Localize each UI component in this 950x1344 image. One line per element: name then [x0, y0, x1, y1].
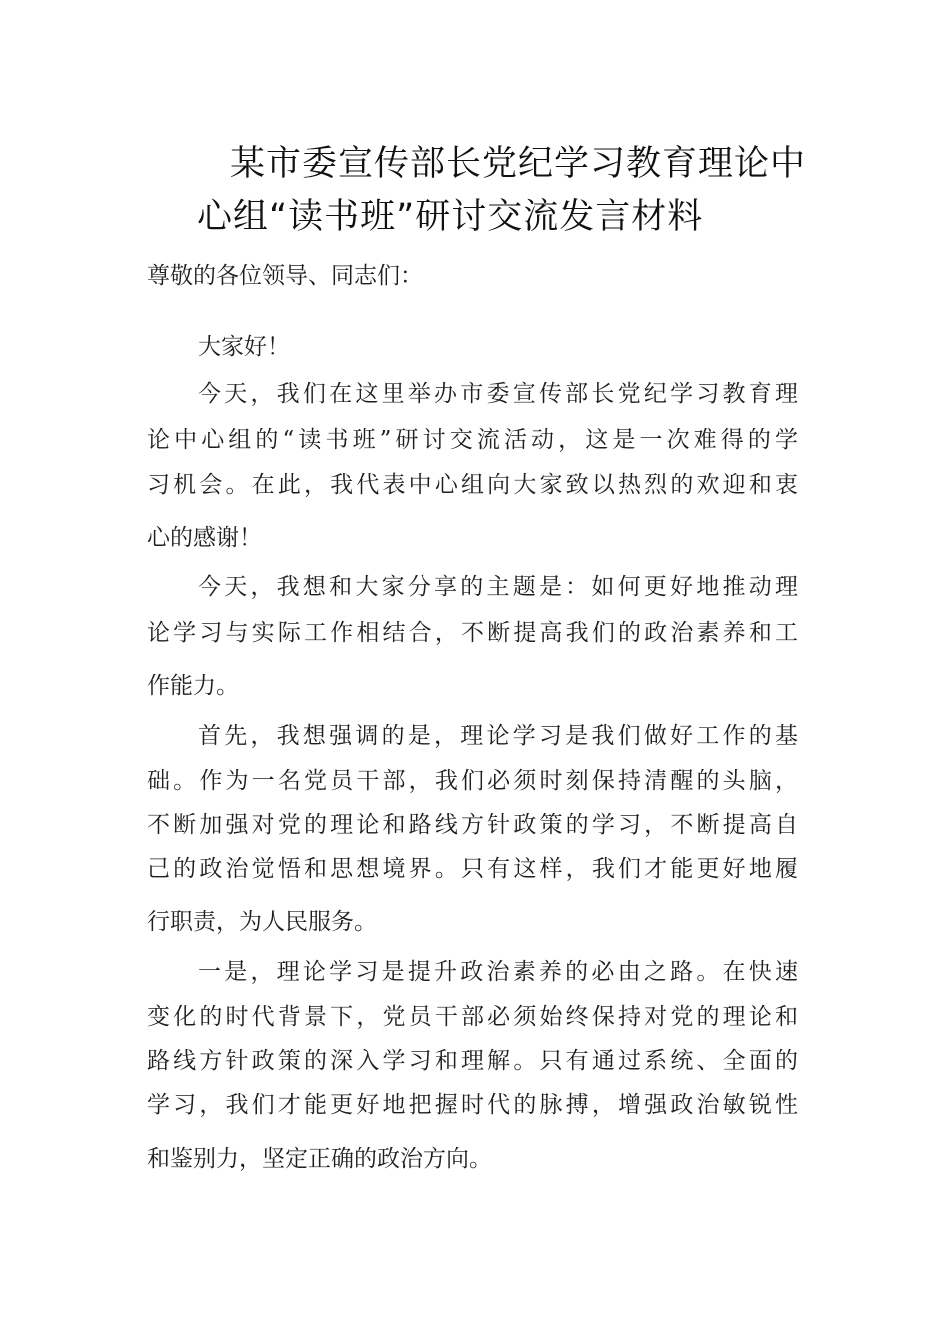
paragraph-4-line-4: 学习，我们才能更好地把握时代的脉搏，增强政治敏锐性: [147, 1092, 798, 1118]
paragraph-1-line-4: 心的感谢！: [147, 525, 262, 551]
document-title-line-2: 心组“读书班”研讨交流发言材料: [197, 197, 704, 237]
salutation: 尊敬的各位领导、同志们：: [147, 263, 423, 289]
paragraph-4-line-1: 一是，理论学习是提升政治素养的必由之路。在快速: [198, 959, 798, 985]
paragraph-3-line-3: 不断加强对党的理论和路线方针政策的学习，不断提高自: [147, 812, 798, 838]
paragraph-4-line-3: 路线方针政策的深入学习和理解。只有通过系统、全面的: [147, 1048, 798, 1074]
paragraph-3-line-2: 础。作为一名党员干部，我们必须时刻保持清醒的头脑，: [147, 768, 798, 794]
paragraph-1-line-1: 今天，我们在这里举办市委宣传部长党纪学习教育理: [198, 381, 798, 407]
paragraph-2-line-3: 作能力。: [147, 673, 239, 699]
paragraph-1-line-3: 习机会。在此，我代表中心组向大家致以热烈的欢迎和衷: [147, 472, 798, 498]
paragraph-2-line-1: 今天，我想和大家分享的主题是：如何更好地推动理: [198, 574, 798, 600]
document-title-line-1: 某市委宣传部长党纪学习教育理论中: [230, 144, 807, 184]
paragraph-4-line-2: 变化的时代背景下，党员干部必须始终保持对党的理论和: [147, 1004, 798, 1030]
paragraph-1-line-2: 论中心组的“读书班”研讨交流活动，这是一次难得的学: [147, 427, 798, 453]
paragraph-2-line-2: 论学习与实际工作相结合，不断提高我们的政治素养和工: [147, 620, 798, 646]
paragraph-3-line-1: 首先，我想强调的是，理论学习是我们做好工作的基: [198, 723, 798, 749]
paragraph-4-line-5: 和鉴别力，坚定正确的政治方向。: [147, 1146, 492, 1172]
greeting: 大家好！: [198, 334, 290, 360]
paragraph-3-line-4: 己的政治觉悟和思想境界。只有这样，我们才能更好地履: [147, 856, 798, 882]
paragraph-3-line-5: 行职责，为人民服务。: [147, 909, 377, 935]
